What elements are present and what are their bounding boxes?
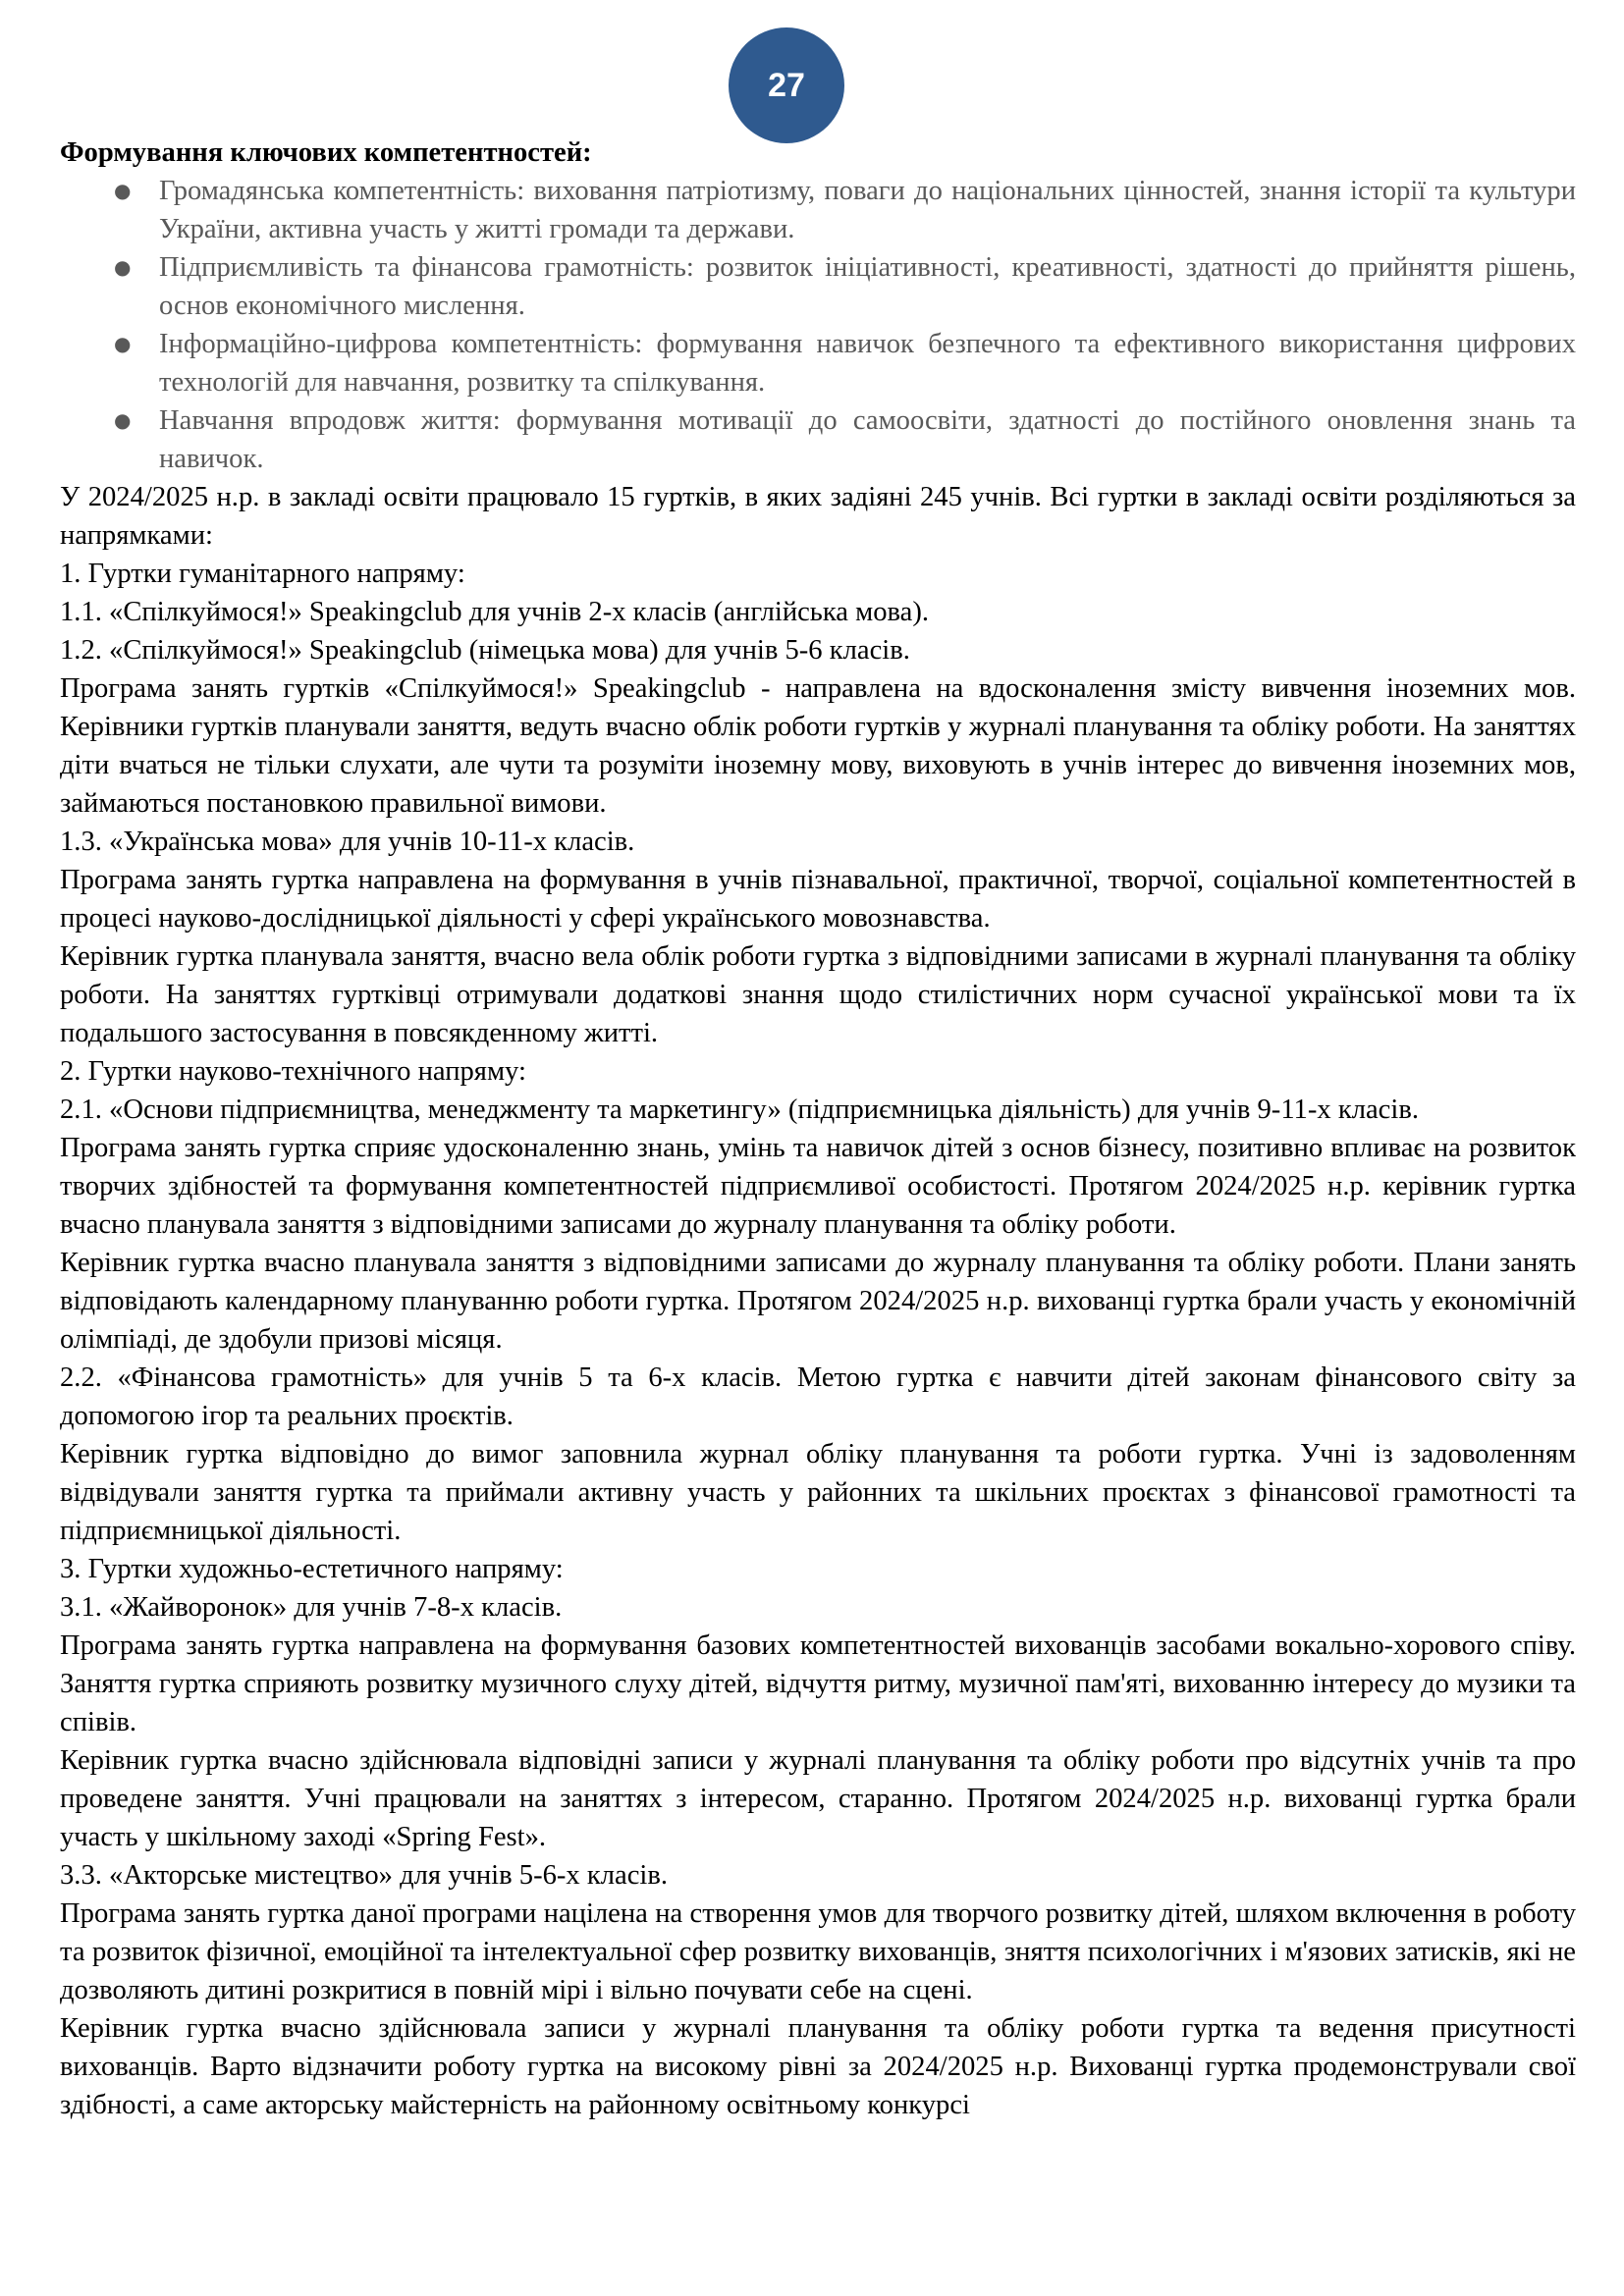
paragraph: 2.2. «Фінансова грамотність» для учнів 5 та 6-х класів. Метою гуртка є навчити дітей законам фінансового світу за допомогою ігор та реальних проєктів. — [60, 1362, 1576, 1431]
paragraph: 2.1. «Основи підприємництва, менеджменту та маркетингу» (підприємницька діяльність) для учнів 9-11-х класів. — [60, 1095, 1419, 1125]
paragraph: Керівник гуртка відповідно до вимог заповнила журнал обліку планування та роботи гуртка. Учні із задоволенням відвідували заняття гуртка та приймали активну участь у районних та шкільних проєктах з фінансової грамотності та підприємницької діяльності. — [60, 1439, 1576, 1546]
paragraph: Керівник гуртка вчасно здійснювала записи у журналі планування та обліку роботи гуртка та ведення присутності вихованців. Варто відзначити роботу гуртка на високому рівні за 2024/2025 н.р. Вихованці гуртка продемонстрували свої здібності, а саме акторську майстерність на районному освітньому конкурсі — [60, 2013, 1576, 2120]
paragraph: Керівник гуртка планувала заняття, вчасно вела облік роботи гуртка з відповідними записами в журналі планування та обліку роботи. На заняттях гуртківці отримували додаткові знання щодо стилістичних норм сучасної української мови та їх подальшого застосування в повсякденному житті. — [60, 941, 1576, 1048]
paragraph: 3.1. «Жайворонок» для учнів 7-8-х класів. — [60, 1592, 563, 1623]
paragraph: 1.3. «Українська мова» для учнів 10-11-х класів. — [60, 827, 635, 857]
paragraph: Керівник гуртка вчасно планувала заняття з відповідними записами до журналу планування та обліку роботи. Плани занять відповідають календарному плануванню роботи гуртка. Протягом 2024/2025 н.р. вихованці гуртка брали участь у економічній олімпіаді, де здобули призові місяця. — [60, 1248, 1576, 1355]
bullet-icon: ● — [114, 332, 132, 355]
competences-list — [60, 172, 1576, 478]
paragraph: 3.3. «Акторське мистецтво» для учнів 5-6-х класів. — [60, 1860, 668, 1891]
paragraph: Програма занять гуртків «Спілкуймося!» Speakingclub - направлена на вдосконалення змісту вивчення іноземних мов. Керівники гуртків планували заняття, ведуть вчасно облік роботи гуртків у журналі планування та обліку роботи. На заняттях діти вчаться не тільки слухати, але чути та розуміти іноземну мову, виховують в учнів інтерес до вивчення іноземних мов, займаються постановкою правильної вимови. — [60, 673, 1576, 819]
page-number: 27 — [768, 66, 805, 104]
bullet-icon: ● — [114, 408, 132, 432]
list-item-text: Інформаційно-цифрова компетентність: формування навичок безпечного та ефективного використання цифрових технологій для навчання, розвитку та спілкування. — [159, 329, 1576, 398]
paragraph: Програма занять гуртка даної програми націлена на створення умов для творчого розвитку дітей, шляхом включення в роботу та розвиток фізичної, емоційної та інтелектуальної сфер розвитку вихованців, зняття психологічних і м'язових затисків, які не дозволяють дитині розкритися в повній мірі і вільно почувати себе на сцені. — [60, 1898, 1576, 2005]
paragraph: Програма занять гуртка направлена на формування базових компетентностей вихованців засобами вокально-хорового співу. Заняття гуртка сприяють розвитку музичного слуху дітей, відчуття ритму, музичної пам'яті, вихованню інтересу до музики та співів. — [60, 1630, 1576, 1737]
list-item — [60, 325, 1576, 401]
paragraph: 1.1. «Спілкуймося!» Speakingclub для учнів 2-х класів (англійська мова). — [60, 597, 930, 627]
paragraph: Програма занять гуртка направлена на формування в учнів пізнавальної, практичної, творчої, соціальної компетентностей в процесі науково-дослідницької діяльності у сфері українського мовознавства. — [60, 865, 1576, 934]
bullet-icon: ● — [114, 179, 132, 202]
paragraph: 2. Гуртки науково-технічного напряму: — [60, 1056, 526, 1087]
paragraph: У 2024/2025 н.р. в закладі освіти працювало 15 гуртків, в яких задіяні 245 учнів. Всі гуртки в закладі освіти розділяються за напрямками: — [60, 482, 1576, 551]
section-heading: Формування ключових компетентностей: — [60, 137, 592, 168]
paragraph: 3. Гуртки художньо-естетичного напряму: — [60, 1554, 564, 1584]
list-item-text: Підприємливість та фінансова грамотність: розвиток ініціативності, креативності, здатності до прийняття рішень, основ економічного мислення. — [159, 252, 1576, 321]
list-item — [60, 172, 1576, 248]
paragraph: 1.2. «Спілкуймося!» Speakingclub (німецька мова) для учнів 5-6 класів. — [60, 635, 910, 666]
bullet-icon: ● — [114, 255, 132, 279]
list-item-text: Громадянська компетентність: виховання патріотизму, поваги до національних цінностей, знання історії та культури України, активна участь у житті громади та держави. — [159, 176, 1576, 244]
list-item-text: Навчання впродовж життя: формування мотивації до самоосвіти, здатності до постійного оновлення знань та навичок. — [159, 405, 1576, 474]
list-item — [60, 248, 1576, 325]
list-item — [60, 401, 1576, 478]
paragraph: Програма занять гуртка сприяє удосконаленню знань, умінь та навичок дітей з основ бізнесу, позитивно впливає на розвиток творчих здібностей та формування компетентностей підприємливої особистості. Протягом 2024/2025 н.р. керівник гуртка вчасно планувала заняття з відповідними записами до журналу планування та обліку роботи. — [60, 1133, 1576, 1240]
paragraph: 1. Гуртки гуманітарного напряму: — [60, 559, 465, 589]
paragraph: Керівник гуртка вчасно здійснювала відповідні записи у журналі планування та обліку роботи про відсутніх учнів та про проведене заняття. Учні працювали на заняттях з інтересом, старанно. Протягом 2024/2025 н.р. вихованці гуртка брали участь у шкільному заході «Spring Fest». — [60, 1745, 1576, 1852]
page-number-badge — [729, 27, 844, 143]
document-content — [60, 133, 1576, 2124]
